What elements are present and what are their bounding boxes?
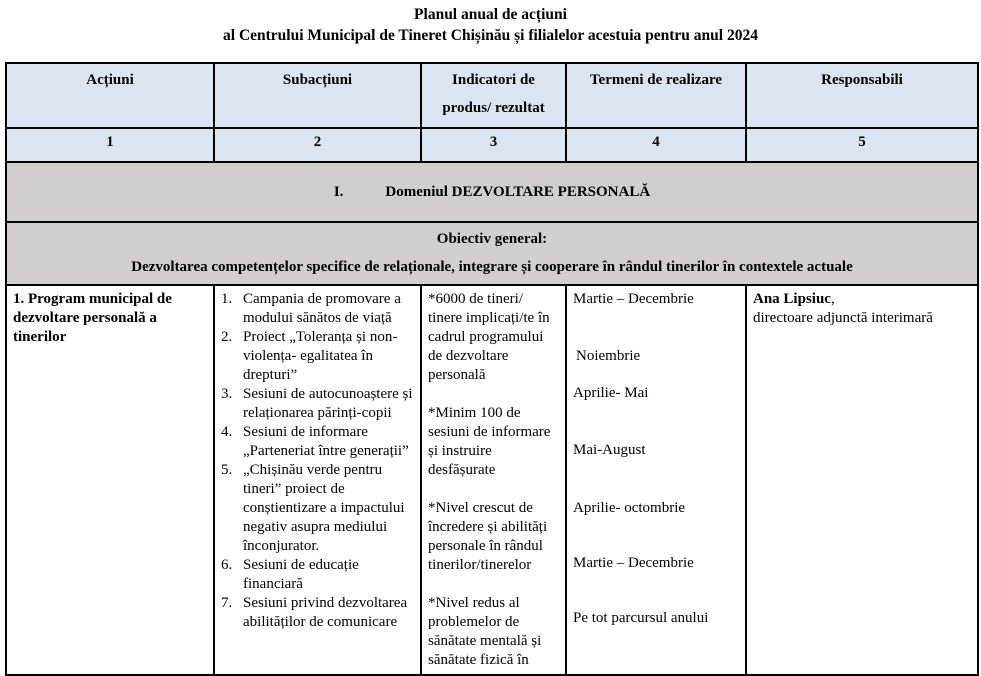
domain-section-cell — [6, 162, 978, 222]
subaction-text: Sesiuni de educație financiară — [243, 557, 359, 592]
header-indicatori-line1: Indicatori de — [452, 72, 535, 88]
responsible-role: directoare adjunctă interimară — [753, 310, 933, 326]
header-actiuni-label: Acțiuni — [86, 72, 134, 88]
indicator-item: *Nivel redus al problemelor de sănătate mentală și sănătate fizică în — [428, 595, 542, 668]
subaction-text: Sesiuni de autocunoaștere și relaționarea părinți-copii — [243, 386, 413, 421]
term-item: Martie – Decembrie — [573, 291, 694, 307]
action-title: 1. Program municipal de dezvoltare personală a tinerilor — [13, 291, 172, 345]
subaction-text: Proiect „Toleranța și non-violența- egalitatea în drepturi” — [243, 329, 398, 383]
subaction-text: Campania de promovare a modului sănătos de viață — [243, 291, 401, 326]
document-title-line2: al Centrului Municipal de Tineret Chișinău și filialelor acestuia pentru anul 2024 — [223, 27, 758, 44]
subaction-item — [221, 594, 414, 632]
subaction-number: 4. — [221, 424, 233, 440]
indicator-item: *Minim 100 de sesiuni de informare și instruire desfășurate — [428, 405, 551, 478]
indicator-item: *6000 de tineri/ tinere implicați/te în cadrul programului de dezvoltare personală — [428, 291, 550, 383]
subaction-number: 2. — [221, 329, 233, 345]
cell-subactions — [214, 285, 421, 675]
domain-label: Domeniul DEZVOLTARE PERSONALĂ — [385, 183, 651, 200]
subaction-item — [221, 461, 414, 556]
term-item: Martie – Decembrie — [573, 555, 694, 571]
subaction-item — [221, 423, 414, 461]
subaction-text: „Chișinău verde pentru tineri” proiect de conștientizare a impactului negativ asupra mediului înconjurator. — [243, 462, 405, 554]
term-item: Aprilie- octombrie — [573, 500, 686, 516]
header-responsabili-label: Responsabili — [821, 72, 903, 88]
column-number-row — [6, 128, 978, 162]
subaction-number: 3. — [221, 386, 233, 402]
subaction-text: Sesiuni de informare „Parteneriat între generații” — [243, 424, 409, 459]
subaction-number: 5. — [221, 462, 233, 478]
subaction-text: Sesiuni privind dezvoltarea abilităților de comunicare — [243, 595, 408, 630]
term-item: Noiembrie — [576, 348, 641, 364]
subaction-number: 6. — [221, 557, 233, 573]
objective-text: Dezvoltarea competențelor specifice de relaționale, integrare și cooperare în rândul tinerilor în contextele actuale — [131, 259, 853, 275]
document-title-line1: Planul anual de acțiuni — [414, 6, 567, 23]
domain-section-row — [6, 162, 978, 222]
plan-row-1 — [6, 285, 978, 675]
subaction-item — [221, 385, 414, 423]
header-termeni-label: Termeni de realizare — [589, 72, 723, 88]
objective-row — [6, 222, 978, 285]
header-subactiuni — [214, 63, 421, 128]
subaction-number: 7. — [221, 595, 233, 611]
subaction-item — [221, 290, 414, 328]
objective-heading: Obiectiv general: — [436, 231, 548, 247]
objective-cell — [6, 222, 978, 285]
indicator-item: *Nivel crescut de încredere și abilități personale în rândul tinerilor/tinerelor — [428, 500, 548, 573]
domain-numeral: I. — [333, 183, 344, 200]
subaction-item — [221, 556, 414, 594]
subaction-number: 1. — [221, 291, 233, 307]
column-number-5: 5 — [746, 128, 978, 162]
term-item: Aprilie- Mai — [573, 385, 649, 401]
header-termeni — [566, 63, 746, 128]
header-indicatori-line2: produs/ rezultat — [442, 100, 545, 116]
column-number-2: 2 — [214, 128, 421, 162]
header-actiuni — [6, 63, 214, 128]
action-plan-table — [5, 62, 979, 676]
responsible-name: Ana Lipsiuc — [753, 291, 831, 307]
cell-indicators — [421, 285, 566, 675]
term-item: Mai-August — [573, 442, 646, 458]
header-responsabili — [746, 63, 978, 128]
table-header-row — [6, 63, 978, 128]
term-item: Pe tot parcursul anului — [573, 610, 709, 626]
cell-terms — [566, 285, 746, 675]
subaction-item — [221, 328, 414, 385]
document-title — [0, 0, 981, 46]
responsible-comma: , — [830, 291, 835, 307]
column-number-3: 3 — [421, 128, 566, 162]
column-number-4: 4 — [566, 128, 746, 162]
header-subactiuni-label: Subacțiuni — [282, 72, 353, 88]
column-number-1: 1 — [6, 128, 214, 162]
cell-action — [6, 285, 214, 675]
header-indicatori — [421, 63, 566, 128]
cell-responsible — [746, 285, 978, 675]
